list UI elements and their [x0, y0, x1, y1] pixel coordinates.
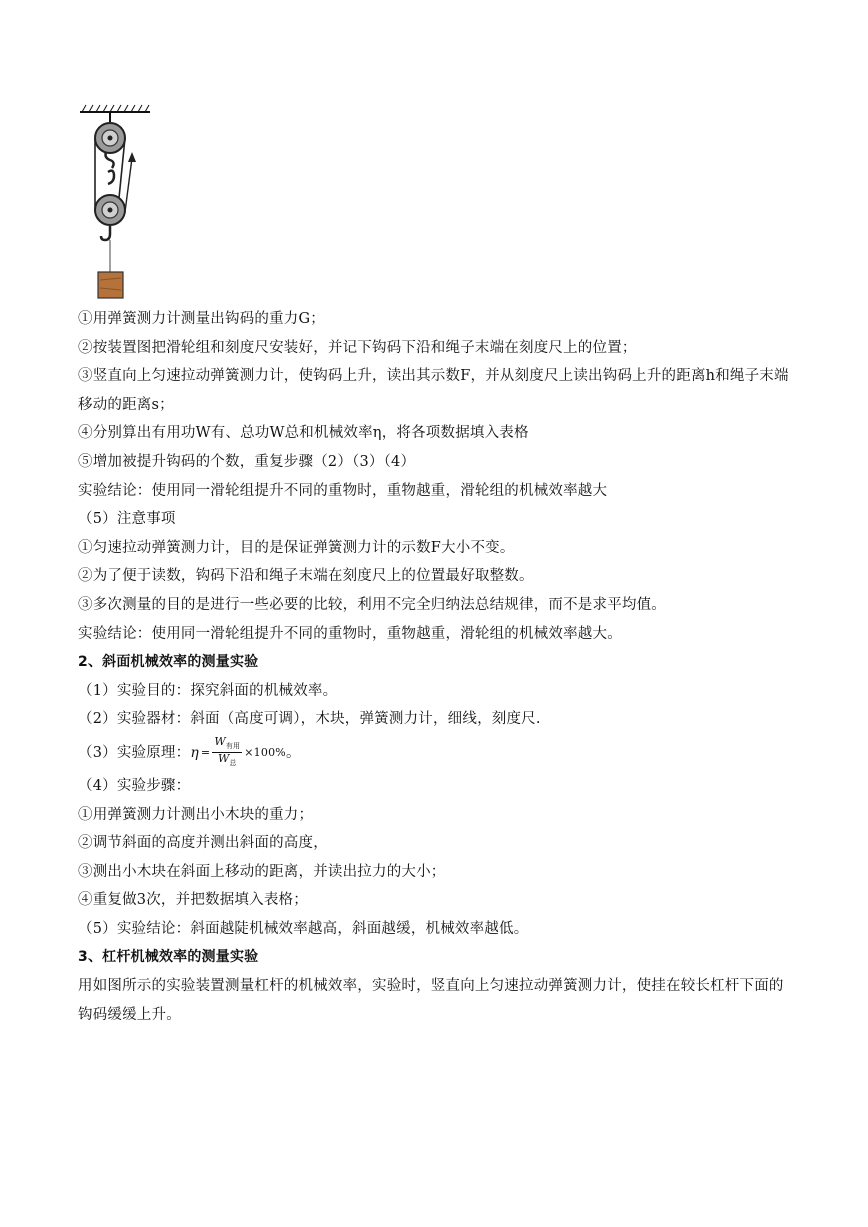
section-3-heading: 3、杠杆机械效率的测量实验 [78, 949, 259, 966]
formula-equals: = [200, 745, 211, 759]
principle-label: （3）实验原理： [78, 744, 191, 761]
notes-title: （5）注意事项 [78, 511, 176, 528]
section-2-heading: 2、斜面机械效率的测量实验 [78, 654, 259, 671]
efficiency-fraction [212, 736, 242, 769]
pulley-step-1: ①用弹簧测力计测量出钩码的重力G； [78, 311, 325, 327]
pulley-conclusion: 实验结论：使用同一滑轮组提升不同的重物时，重物越重，滑轮组的机械效率越大 [78, 482, 608, 499]
formula-end: 。 [285, 744, 301, 761]
fraction-numerator: $W_{有用}$ [212, 736, 242, 753]
pull-arrow-icon [128, 152, 136, 162]
pulley-conclusion-2: 实验结论：使用同一滑轮组提升不同的重物时，重物越重，滑轮组的机械效率越大。 [78, 625, 622, 642]
note-1: ①匀速拉动弹簧测力计，目的是保证弹簧测力计的示数F大小不变。 [78, 539, 515, 556]
section-2-equipment: （2）实验器材：斜面（高度可调），木块，弹簧测力计，细线，刻度尺. [78, 711, 541, 728]
fraction-denominator: $W_总$ [217, 752, 237, 768]
pulley-step-2: ②按装置图把滑轮组和刻度尺安装好，并记下钩码下沿和绳子末端在刻度尺上的位置； [78, 339, 637, 356]
formula-eta: η [190, 744, 199, 761]
movable-pulley [95, 195, 125, 225]
section-2-principle [78, 734, 798, 772]
section-2-step-1: ①用弹簧测力计测出小木块的重力； [78, 806, 314, 823]
section-3-intro: 用如图所示的实验装置测量杠杆的机械效率，实验时，竖直向上匀速拉动弹簧测力计，使挂在较长杠杆下面的钩码缓缓上升。 [78, 978, 784, 1023]
pulley-step-4: ④分别算出有用功W有、总功W总和机械效率η，将各项数据填入表格 [78, 425, 529, 442]
section-2-steps-title: （4）实验步骤： [78, 777, 191, 794]
section-2-step-2: ②调节斜面的高度并测出斜面的高度， [78, 835, 328, 852]
section-2-purpose: （1）实验目的：探究斜面的机械效率。 [78, 682, 338, 699]
pulley-diagram [70, 100, 160, 305]
section-2-conclusion: （5）实验结论：斜面越陡机械效率越高，斜面越缓，机械效率越低。 [78, 920, 529, 937]
pulley-step-5: ⑤增加被提升钩码的个数，重复步骤（2）（3）（4） [78, 453, 416, 470]
weight-block [98, 272, 123, 298]
note-3: ③多次测量的目的是进行一些必要的比较，利用不完全归纳法总结规律，而不是求平均值。 [78, 596, 666, 613]
section-2-step-3: ③测出小木块在斜面上移动的距离，并读出拉力的大小； [78, 863, 446, 880]
note-2: ②为了便于读数，钩码下沿和绳子末端在刻度尺上的位置最好取整数。 [78, 568, 534, 585]
ceiling-hatch [80, 105, 150, 112]
content-body [78, 305, 798, 1029]
fixed-pulley [95, 123, 125, 153]
formula-percent: ×100% [244, 745, 286, 759]
pulley-step-3: ③竖直向上匀速拉动弹簧测力计，使钩码上升，读出其示数F，并从刻度尺上读出钩码上升的距离h和绳子末端移动的距离s； [78, 368, 789, 413]
section-2-step-4: ④重复做3次，并把数据填入表格； [78, 892, 308, 909]
